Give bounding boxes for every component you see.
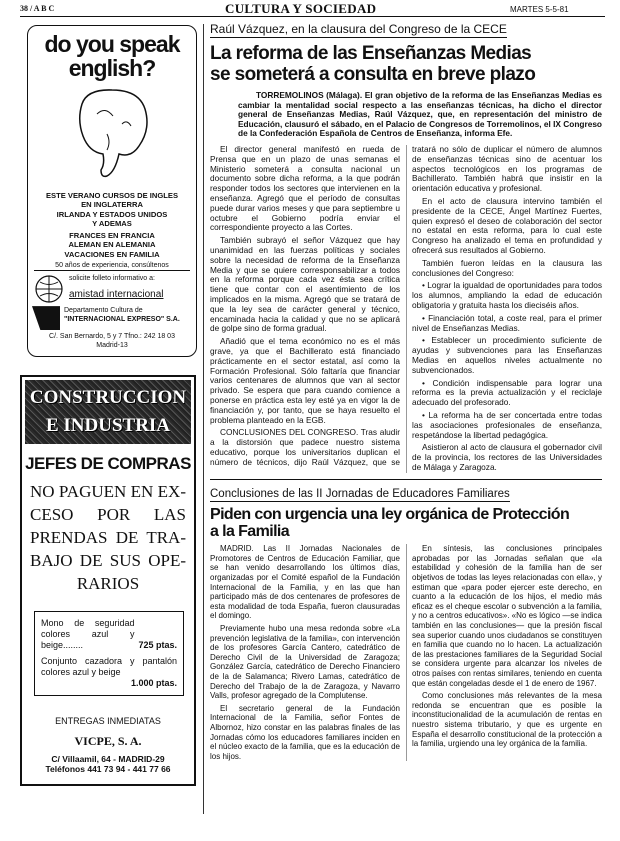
- paragraph: También fueron leídas en la clausura las conclusiones del Congreso:: [412, 257, 602, 278]
- paragraph: El secretario general de la Fundación Internacional de la Familia, señor Fontes de Albornoz, hizo constar en las palabras finales de las Jornadas cómo los educadores familiares inciden en el núcleo exacto de la familia, que es la educación de los hijos.: [210, 703, 400, 761]
- paragraph: El director general manifestó en rueda de Prensa que en un plazo de unas semanas el Ministerio someterá a consulta nacional un documento sobre dicha reforma, a la que podrán responder todos los sectores que intervienen en la enseñanza. Agregó que el período de consultas puede durar varios meses y que para septiembre u octubre el Gobierno podría enviar el correspondiente proyecto a las Cortes.: [210, 144, 400, 233]
- ad-request: solicite folleto informativo a:: [69, 275, 155, 283]
- workwear-ad: [20, 375, 196, 786]
- paragraph: Previamente hubo una mesa redonda sobre «La prevención legislativa de la familia», con intervención de los profesores García Cantero, catedrático de Derecho Civil de la Universidad de Zaragoza; González García, catedrático de Derecho Financiero de la de Salamanca; Rivero Lamas, catedrático de Derecho del Trabajo de la de Zaragoza, y Navarro Valls, profesor agregado de la Complutense.: [210, 623, 400, 701]
- item-name: Conjunto cazadora y pantalón colores azul y beige: [41, 656, 177, 678]
- item-price: 725 ptas.: [138, 640, 177, 651]
- item-name: Mono de seguridad colores azul y beige........: [41, 618, 135, 651]
- article1-headline-line-1: La reforma de las Enseñanzas Medias: [210, 43, 532, 64]
- article2-headline-line-2: a la Familia: [210, 522, 290, 540]
- ad-address: C/ Villaamil, 64 - MADRID-29: [51, 754, 165, 765]
- column-divider: [203, 24, 204, 814]
- pitch-line: RARIOS: [76, 574, 140, 594]
- paragraph: Añadió que el tema económico no es el más grave, ya que el Bachillerato está financiado prácticamente en el sector estatal, así como la Formación Profesional. Sólo faltaría que financiar varios centenares de alumnos que van al sector privado. Se espera que para cuando comience a ponerse en práctica esta ley esté ya en vigor la de financiación y, por tanto, que se haya resuelto el problema planteado en la EGB.: [210, 336, 400, 425]
- article-separator: [210, 479, 602, 480]
- ad-banner: [25, 380, 191, 444]
- ad-line: VACACIONES EN FAMILIA: [64, 249, 160, 259]
- ad-line: FRANCES EN FRANCIA: [69, 231, 155, 241]
- ad-company: VICPE, S. A.: [74, 734, 142, 749]
- ad-line: ESTE VERANO CURSOS DE INGLES: [45, 191, 179, 200]
- ad-delivery: ENTREGAS INMEDIATAS: [55, 716, 161, 727]
- page-number: 38 / A B C: [20, 4, 55, 13]
- ad-city: Madrid-13: [96, 342, 128, 350]
- pitch-line: BAJO DE SUS OPE-: [30, 551, 186, 571]
- article1-kicker: Raúl Vázquez, en la clausura del Congreso de la CECE: [210, 22, 507, 36]
- ad-title-line-1: do you speak: [44, 31, 180, 57]
- paragraph: CONCLUSIONES DEL CONGRESO. Tras aludir a la distorsión que padece nuestro sistema educativo, porque los universitarios duplican el número de técnicos, dijo Raúl Vázquez, que se tratará no sólo de duplicar el número de alumnos de enseñanzas técnicas sino de acentuar los aspectos tecnológicos en los programas de Bachillerato. También habrá que insistir en la orientación educativa y profesional.: [210, 144, 602, 467]
- paragraph: Asistieron al acto de clausura el gobernador civil de la provincia, los rectores de las Universidades de Málaga y Zaragoza.: [412, 442, 602, 472]
- issue-date: MARTES 5-5-81: [510, 5, 569, 14]
- ad-line: Y ADEMAS: [92, 218, 132, 228]
- section-title: CULTURA Y SOCIEDAD: [225, 1, 377, 16]
- paragraph: • Financiación total, a coste real, para el primer nivel de Enseñanzas Medias.: [412, 312, 602, 333]
- paragraph: • Establecer un procedimiento suficiente de ayudas y subvenciones para las Enseñanzas Medias en aquellos niveles actualmente no subvencionados.: [412, 335, 602, 375]
- paragraph: • Lograr la igualdad de oportunidades para todos los alumnos, ampliando la edad de educación obligatoria y gratuita hasta los dieciséis años.: [412, 280, 602, 310]
- header-rule: [20, 16, 605, 17]
- ad-line: ALEMAN EN ALEMANIA: [68, 240, 156, 250]
- item-price: 1.000 ptas.: [130, 678, 177, 689]
- pitch-line: CESO POR LAS: [30, 505, 186, 525]
- english-courses-ad: [27, 25, 197, 357]
- ad-title-line-2: english?: [68, 55, 156, 81]
- ad-company: "INTERNACIONAL EXPRESO" S.A.: [64, 316, 180, 324]
- paragraph: También subrayó el señor Vázquez que hay unanimidad en las fuerzas políticas y sociales sobre la necesidad de reforma de la Enseñanza Media y que se quiere corresponsabilizar a todos en la reforma porque cada vez ésta sea crítica tiene que contar con el asentimiento de los implicados en la misma. Agregó que se tratará de que la ley sea de carácter general y técnico, encaminada hacia la calidad y que no se aplicará de golpe sino de forma gradual.: [210, 235, 400, 334]
- banner-line-1: CONSTRUCCION: [29, 387, 187, 409]
- article1-lead: TORREMOLINOS (Málaga). El gran objetivo de la reforma de las Enseñanzas Medias es cambiar la mentalidad social respecto a las enseñanzas técnicas, ha dicho el director general de Enseñanzas Medias, Raúl Vázquez, que, en representación del ministro de Educación, clausuró el sábado, en el Palacio de Congresos de Torremolinos, el IX Congreso de la Confederación Española de Centros de Enseñanza, informa Efe.: [238, 90, 602, 139]
- paragraph: En síntesis, las conclusiones principales aprobadas por las Jornadas señalan que «la estabilidad y cohesión de la familia han de ser objetivos de todas las leyes relacionadas con ella», y estiman que «para poder ejercer este derecho, en cuanto a la educación de los hijos, el medio más eficaz es el cheque escolar o subvención a la familia, y no a centros educativos». «No es lógico —se indica también en las conclusiones— que la presión fiscal sea superior cuando unos ciudadanos se constituyen en familia que cuando no lo hacen. La actualización de las prestaciones familiares de la Seguridad Social se considera urgente para alcanzar los niveles de otros países con rentas similares, teniendo en cuenta que están congeladas desde el 1 de enero de 1967.: [412, 544, 602, 688]
- ads-column: [20, 25, 198, 786]
- ad-heading: JEFES DE COMPRAS: [25, 454, 191, 474]
- article1-headline-line-2: se someterá a consulta en breve plazo: [210, 63, 536, 85]
- pitch-line: PRENDAS DE TRA-: [30, 528, 186, 548]
- ad-pitch: [22, 474, 194, 595]
- paragraph: • Condición indispensable para lograr una reforma es la previa actualización y el reciclaje adecuado del profesorado.: [412, 377, 602, 408]
- ad-org: amistad internacional: [69, 289, 164, 301]
- ad-line: IRLANDA Y ESTADOS UNIDOS: [56, 209, 168, 219]
- paragraph: • La reforma ha de ser concertada entre todas las asociaciones profesionales de enseñanza, respetándose la libertad pedagógica.: [412, 409, 602, 440]
- banner-line-2: E INDUSTRIA: [45, 415, 171, 437]
- article2-body: [210, 544, 602, 761]
- ad-phones: Teléfonos 441 73 94 - 441 77 66: [45, 764, 171, 775]
- ad-line: EN INGLATERRA: [81, 200, 143, 210]
- ad-dept: Departamento Cultura de: [64, 307, 143, 315]
- paragraph: En el acto de clausura intervino también el presidente de la CECE, Ángel Martínez Fuertes, quien expresó el deseo de colaboración del sector no estatal en esta reforma, para lo cual este Congreso ha analizado el tema en profundidad y ofrecerá sus resultados al Gobierno.: [412, 195, 602, 255]
- ad-experience: 50 años de experiencia, consúltenos: [34, 261, 190, 271]
- paragraph: Como conclusiones más relevantes de la mesa redonda se encuentran que es posible la inconstitucionalidad de la acumulación de rentas en nuestro sistema tributario, y que es urgente en España el desarrollo constitucional de la protección a la familia, urgiendo una ley orgánica de la familia.: [412, 691, 602, 749]
- article2-kicker: Conclusiones de las II Jornadas de Educadores Familiares: [210, 487, 510, 500]
- main-column: [210, 20, 602, 761]
- expreso-logo-icon: [32, 306, 60, 330]
- elephant-illustration-icon: [67, 84, 157, 184]
- article1-body: [210, 145, 602, 473]
- article2-headline-line-1: Piden con urgencia una ley orgánica de Protección: [210, 505, 570, 523]
- globe-logo-icon: [34, 274, 64, 304]
- price-list: [34, 611, 184, 696]
- pitch-line: NO PAGUEN EN EX-: [30, 482, 186, 502]
- paragraph: MADRID. Las II Jornadas Nacionales de Promotores de Centros de Educación Familiar, que se han venido desarrollando los últimos días, organizadas por el Comité español de la Fundación Internacional de la Familia, y en las que han participado más de dos centenares de profesores de esta modalidad de toda España, fueron clausuradas el domingo.: [210, 544, 400, 621]
- ad-address: C/. San Bernardo, 5 y 7 Tfno.: 242 18 03: [49, 333, 175, 341]
